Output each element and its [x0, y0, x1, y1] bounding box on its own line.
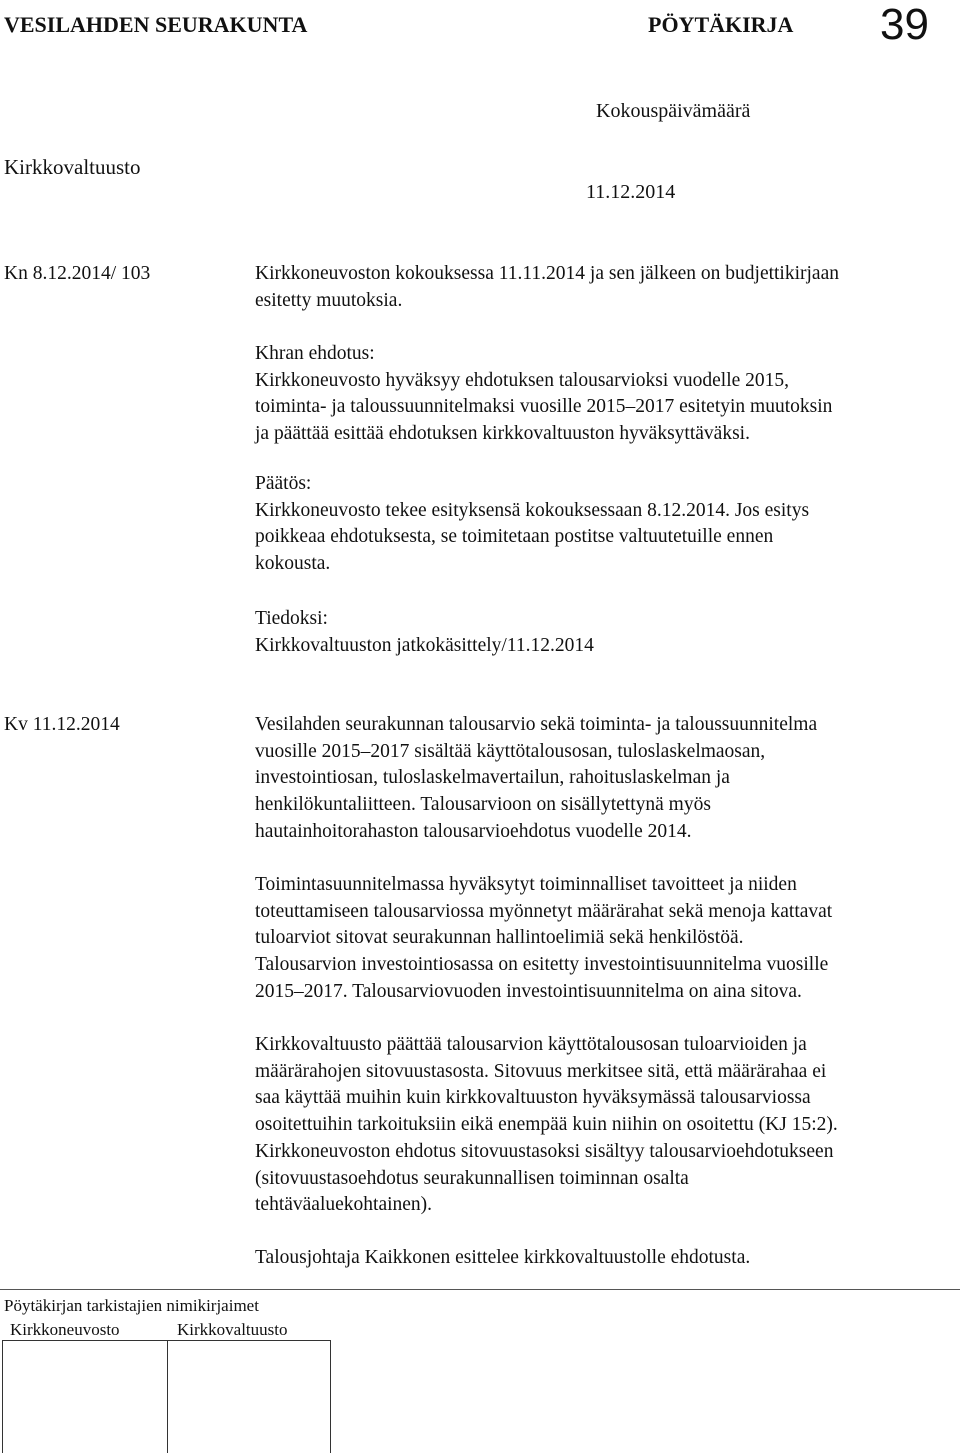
kv-paragraph-4	[255, 1245, 955, 1272]
kv-line: investointiosan, tuloslaskelmavertailun, rahoituslaskelman ja	[255, 767, 730, 789]
kv-paragraph-1	[255, 712, 955, 846]
kn-intro-line: Kirkkoneuvoston kokouksessa 11.11.2014 ja sen jälkeen on budjettikirjaan	[255, 263, 839, 284]
proposal-line: toiminta- ja taloussuunnitelmaksi vuosille 2015‒2017 esitetyin muutoksin	[255, 396, 833, 418]
kv-line: henkilökuntaliitteen. Talousarvioon on sisällytettynä myös	[255, 794, 711, 816]
signature-box-2[interactable]	[167, 1340, 331, 1453]
decision-line: poikkeaa ehdotuksesta, se toimitetaan postitse valtuutetuille ennen	[255, 526, 774, 548]
kn-intro-line: esitetty muutoksia.	[255, 289, 403, 311]
decision-line: Kirkkoneuvosto tekee esityksensä kokouksessaan 8.12.2014. Jos esitys	[255, 499, 810, 521]
decision-line: kokousta.	[255, 553, 331, 575]
kn-intro	[255, 261, 955, 314]
kn-reference: Kn 8.12.2014/ 103	[4, 263, 151, 284]
kv-line: tehtäväaluekohtainen).	[255, 1194, 433, 1216]
kv-line: määrärahojen sitovuustasosta. Sitovuus merkitsee sitä, että määrärahaa ei	[255, 1060, 827, 1082]
document-type: PÖYTÄKIRJA	[648, 12, 794, 37]
governing-body: Kirkkovaltuusto	[4, 155, 141, 179]
kv-line: saa käyttää muihin kuin kirkkovaltuuston hyväksymässä talousarviossa	[255, 1087, 811, 1109]
signature-column-2-label: Kirkkovaltuusto	[177, 1320, 288, 1339]
kv-line: Talousarvion investointiosassa on esitetty investointisuunnitelma vuosille	[255, 954, 829, 976]
info-value: Kirkkovaltuuston jatkokäsittely/11.12.2014	[255, 634, 594, 656]
organization-name: VESILAHDEN SEURAKUNTA	[4, 12, 308, 37]
signature-column-1-label: Kirkkoneuvosto	[10, 1320, 120, 1339]
proposal-label: Khran ehdotus:	[255, 343, 375, 364]
kv-line: tuloarviot sitovat seurakunnan hallintoelimiä sekä henkilöstöä.	[255, 927, 744, 949]
info-block	[255, 606, 955, 659]
kv-line: toteuttamiseen talousarviossa myönnetyt määrärahat sekä menoja kattavat	[255, 900, 833, 922]
kv-line: Kirkkovaltuusto päättää talousarvion käyttötalousosan tuloarvioiden ja	[255, 1034, 807, 1055]
kv-line: vuosille 2015‒2017 sisältää käyttötalousosan, tuloslaskelmaosan,	[255, 740, 766, 762]
kv-reference: Kv 11.12.2014	[4, 714, 120, 735]
info-label: Tiedoksi:	[255, 608, 328, 629]
proposal-block	[255, 341, 955, 448]
page-number: 39	[880, 0, 929, 49]
decision-block	[255, 471, 955, 578]
kv-line: Kirkkoneuvoston ehdotus sitovuustasoksi sisältyy talousarvioehdotukseen	[255, 1140, 834, 1162]
kv-line: Toimintasuunnitelmassa hyväksytyt toiminnalliset tavoitteet ja niiden	[255, 874, 797, 895]
kv-line: Vesilahden seurakunnan talousarvio sekä toiminta- ja taloussuunnitelma	[255, 714, 818, 735]
decision-label: Päätös:	[255, 473, 312, 494]
kv-line: osoitettuihin tarkoituksiin eikä enempää kuin niihin on osoitettu (KJ 15:2).	[255, 1114, 838, 1136]
kv-line: Talousjohtaja Kaikkonen esittelee kirkkovaltuustolle ehdotusta.	[255, 1247, 751, 1268]
meeting-date: 11.12.2014	[586, 181, 676, 203]
date-label: Kokouspäivämäärä	[596, 100, 751, 122]
kv-line: 2015‒2017. Talousarviovuoden investointisuunnitelma on aina sitova.	[255, 980, 802, 1002]
kv-line: hautainhoitorahaston talousarvioehdotus vuodelle 2014.	[255, 820, 692, 842]
proposal-line: ja päättää esittää ehdotuksen kirkkovaltuuston hyväksyttäväksi.	[255, 423, 750, 445]
signature-box-1[interactable]	[2, 1340, 168, 1453]
signatures-title: Pöytäkirjan tarkistajien nimikirjaimet	[4, 1296, 259, 1315]
footer-divider	[0, 1289, 960, 1290]
kv-line: (sitovuustasoehdotus seurakunnallisen toiminnan osalta	[255, 1167, 689, 1189]
kv-paragraph-2	[255, 872, 955, 1006]
proposal-line: Kirkkoneuvosto hyväksyy ehdotuksen talousarvioksi vuodelle 2015,	[255, 369, 790, 391]
kv-paragraph-3	[255, 1032, 955, 1219]
